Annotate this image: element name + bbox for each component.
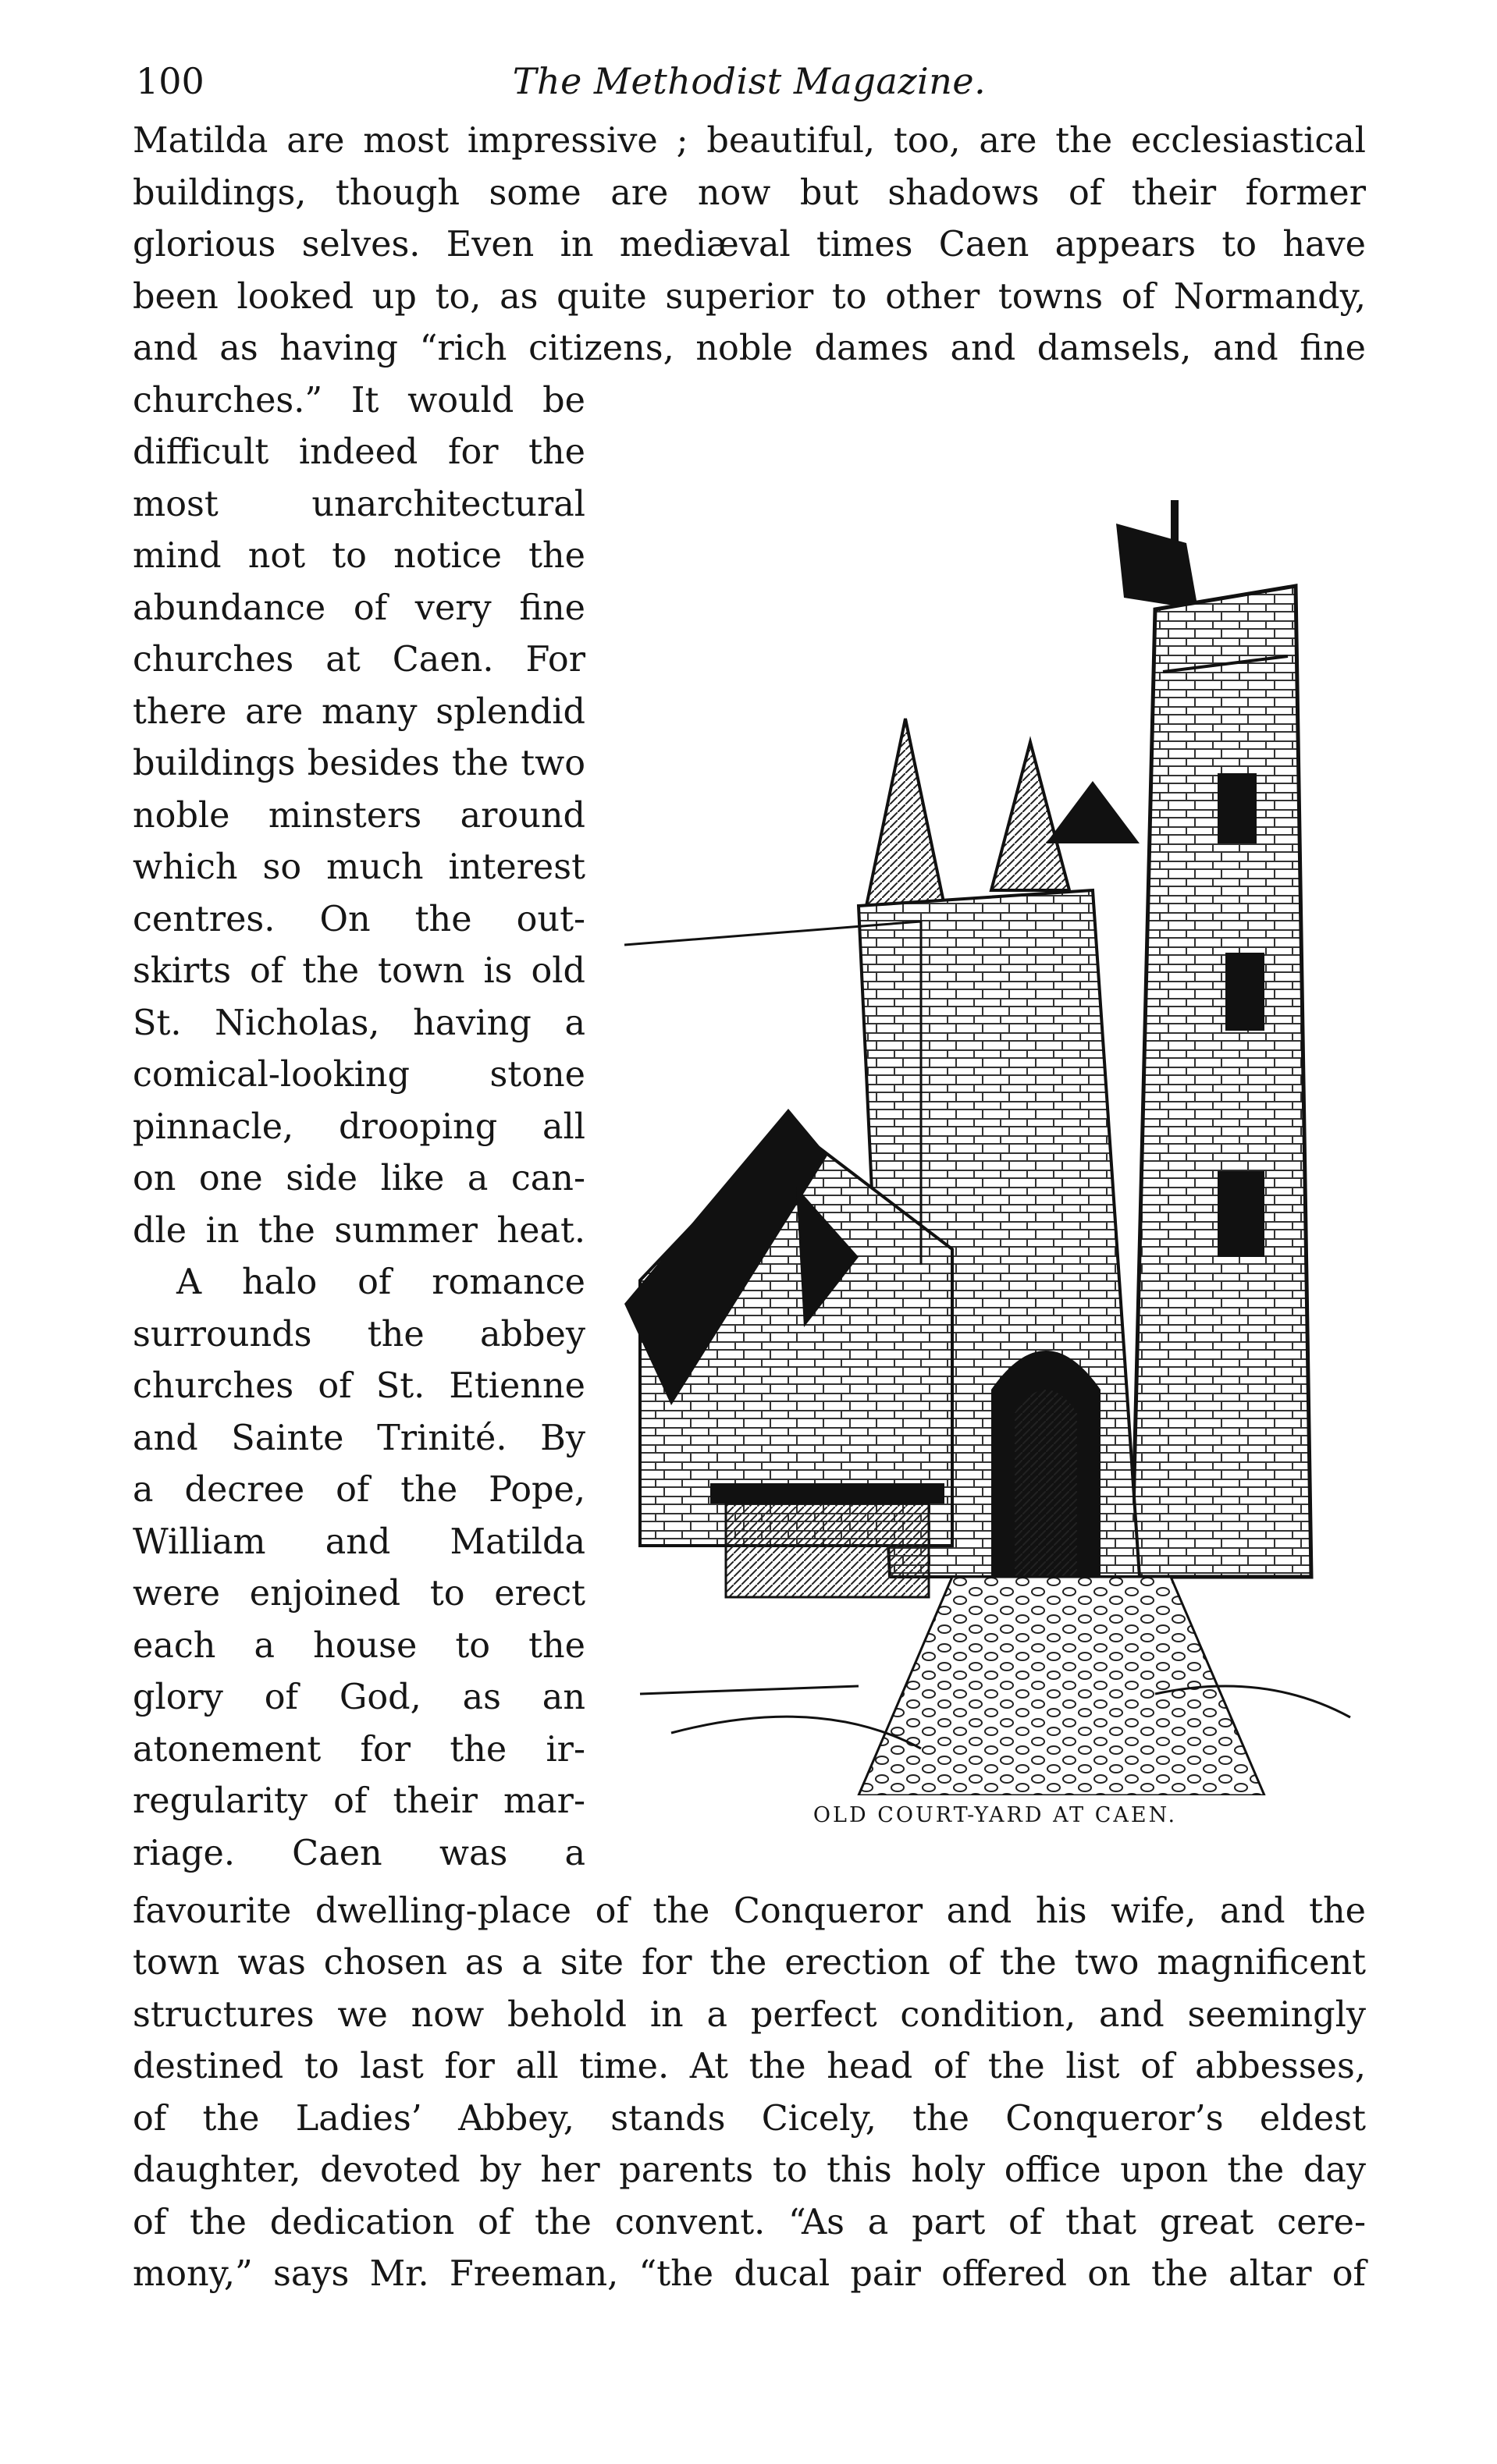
paragraph-top <box>133 115 1366 375</box>
text-line: which so much interest <box>133 847 585 887</box>
text-line: riage. Caen was a <box>133 1833 585 1873</box>
text-line: A halo of romance <box>176 1262 585 1302</box>
text-line: centres. On the out- <box>133 899 585 939</box>
page-number: 100 <box>136 60 204 102</box>
text-line: buildings, though some are now but shadows of their former <box>133 172 1366 213</box>
paragraph-bottom <box>133 1886 1366 2301</box>
text-line: a decree of the Pope, <box>133 1470 585 1510</box>
text-line: mind not to notice the <box>133 536 585 576</box>
text-line: atonement for the ir- <box>133 1729 585 1770</box>
text-line: there are many splendid <box>133 691 585 732</box>
page <box>133 47 1366 2301</box>
text-line: St. Nicholas, having a <box>133 1003 585 1043</box>
text-line: and Sainte Trinité. By <box>133 1418 585 1458</box>
text-line: favourite dwelling-place of the Conqueror and his wife, and the <box>133 1891 1366 1931</box>
text-line: abundance of very fine <box>133 588 585 628</box>
text-line: and as having “rich citizens, noble dames and damsels, and fine <box>133 328 1366 368</box>
figure-old-court-yard <box>624 407 1366 1834</box>
running-head <box>133 47 1366 115</box>
text-line: of the Ladies’ Abbey, stands Cicely, the Conqueror’s eldest <box>133 2098 1366 2139</box>
figure-caption: OLD COURT-YARD AT CAEN. <box>813 1802 1178 1827</box>
running-title: The Methodist Magazine. <box>512 60 987 102</box>
text-line: been looked up to, as quite superior to other towns of Normandy, <box>133 276 1366 317</box>
text-line: surrounds the abbey <box>133 1314 585 1354</box>
text-line: town was chosen as a site for the erection of the two magnificent <box>133 1943 1366 1983</box>
text-line: difficult indeed for the <box>133 432 585 472</box>
text-line: regularity of their mar- <box>133 1781 585 1821</box>
text-line: noble minsters around <box>133 795 585 836</box>
text-line: pinnacle, drooping all <box>133 1106 585 1147</box>
text-line: churches.” It would be <box>133 380 585 421</box>
text-line: glory of God, as an <box>133 1678 585 1717</box>
text-line: skirts of the town is old <box>133 951 585 991</box>
text-line: William and Matilda <box>133 1521 585 1562</box>
court-yard-illustration <box>624 407 1366 1795</box>
text-line: glorious selves. Even in mediæval times Caen appears to have <box>133 225 1366 265</box>
text-line: buildings besides the two <box>133 744 585 783</box>
text-line: each a house to the <box>133 1625 585 1666</box>
text-line: most unarchitectural <box>133 484 585 524</box>
text-line: were enjoined to erect <box>133 1574 585 1614</box>
text-line: churches of St. Etienne <box>133 1366 585 1406</box>
text-line: Matilda are most impressive ; beautiful, too, are the ecclesiastical <box>133 121 1366 161</box>
text-line: churches at Caen. For <box>133 640 585 680</box>
text-line: destined to last for all time. At the head of the list of abbesses, <box>133 2047 1366 2086</box>
text-line: on one side like a can- <box>133 1159 585 1198</box>
text-line: of the dedication of the convent. “As a part of that great cere- <box>133 2202 1366 2242</box>
text-line: mony,” says Mr. Freeman, “the ducal pair offered on the altar of <box>133 2254 1366 2294</box>
wrapped-text-column <box>133 375 601 1880</box>
text-line: daughter, devoted by her parents to this holy office upon the day <box>133 2150 1366 2190</box>
wrap-zone <box>133 375 1366 1886</box>
text-line: structures we now behold in a perfect condition, and seemingly <box>133 1994 1366 2035</box>
text-line: comical-looking stone <box>133 1055 585 1095</box>
text-line: dle in the summer heat. <box>133 1210 585 1251</box>
